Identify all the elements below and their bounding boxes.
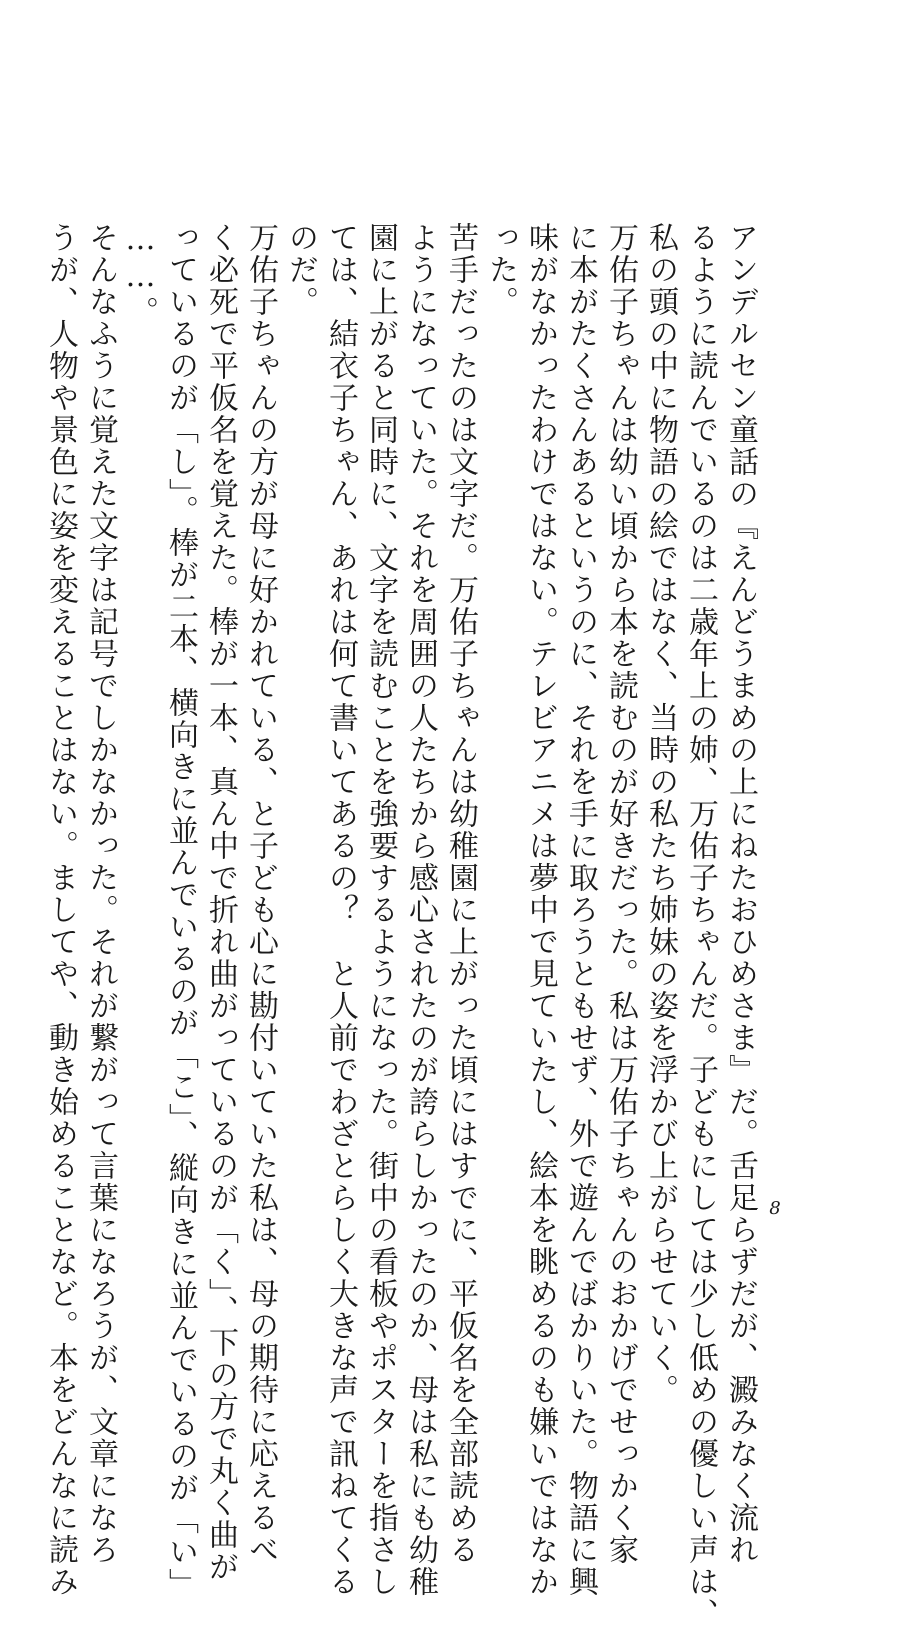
text-line: ようになっていた。それを周囲の人たちから感心されたのが誇らしかったのか、母は私にも幼稚 [403, 222, 438, 1598]
text-line: 私の頭の中に物語の絵ではなく、当時の私たち姉妹の姿を浮かび上がらせていく。 [643, 222, 678, 1406]
text-line: った。 [483, 222, 518, 318]
page-number: 8 [769, 1198, 781, 1219]
text-line: っているのが「し」。棒が二本、横向きに並んでいるのが「こ」、縦向きに並んでいるのが「い」 [163, 222, 198, 1600]
text-line: 万佑子ちゃんは幼い頃から本を読むのが好きだった。私は万佑子ちゃんのおかげでせっかく家 [603, 222, 638, 1566]
text-line: るように読んでいるのは二歳年上の姉、万佑子ちゃんだ。子どもにしては少し低めの優しい声は、 [683, 222, 718, 1630]
text-line: うが、人物や景色に姿を変えることはない。ましてや、動き始めることなど。本をどんなに読み [43, 222, 78, 1598]
text-line: に本がたくさんあるというのに、それを手に取ろうともせず、外で遊んでばかりいた。物語に興 [563, 222, 598, 1598]
text-line: アンデルセン童話の『えんどうまめの上にねたおひめさま』だ。舌足らずだが、澱みなく流れ [723, 222, 758, 1566]
text-line: 味がなかったわけではない。テレビアニメは夢中で見ていたし、絵本を眺めるのも嫌いではなか [523, 222, 558, 1598]
vertical-text-block [43, 222, 760, 1630]
text-line: 万佑子ちゃんの方が母に好かれている、と子ども心に勘付いていた私は、母の期待に応えるべ [243, 222, 278, 1566]
text-line: 園に上がると同時に、文字を読むことを強要するようになった。街中の看板やポスターを指さし [363, 222, 398, 1598]
text-line: く必死で平仮名を覚えた。棒が一本、真ん中で折れ曲がっているのが「く」、下の方で丸く曲が [203, 222, 238, 1583]
text-line: ……。 [123, 222, 158, 328]
text-line: そんなふうに覚えた文字は記号でしかなかった。それが繋がって言葉になろうが、文章になろ [83, 222, 118, 1566]
text-line: ては、結衣子ちゃん、あれは何て書いてあるの？ と人前でわざとらしく大きな声で訊ねてくる [323, 222, 358, 1598]
text-line: 苦手だったのは文字だ。万佑子ちゃんは幼稚園に上がった頃にはすでに、平仮名を全部読める [443, 222, 478, 1566]
text-line: のだ。 [283, 222, 318, 318]
